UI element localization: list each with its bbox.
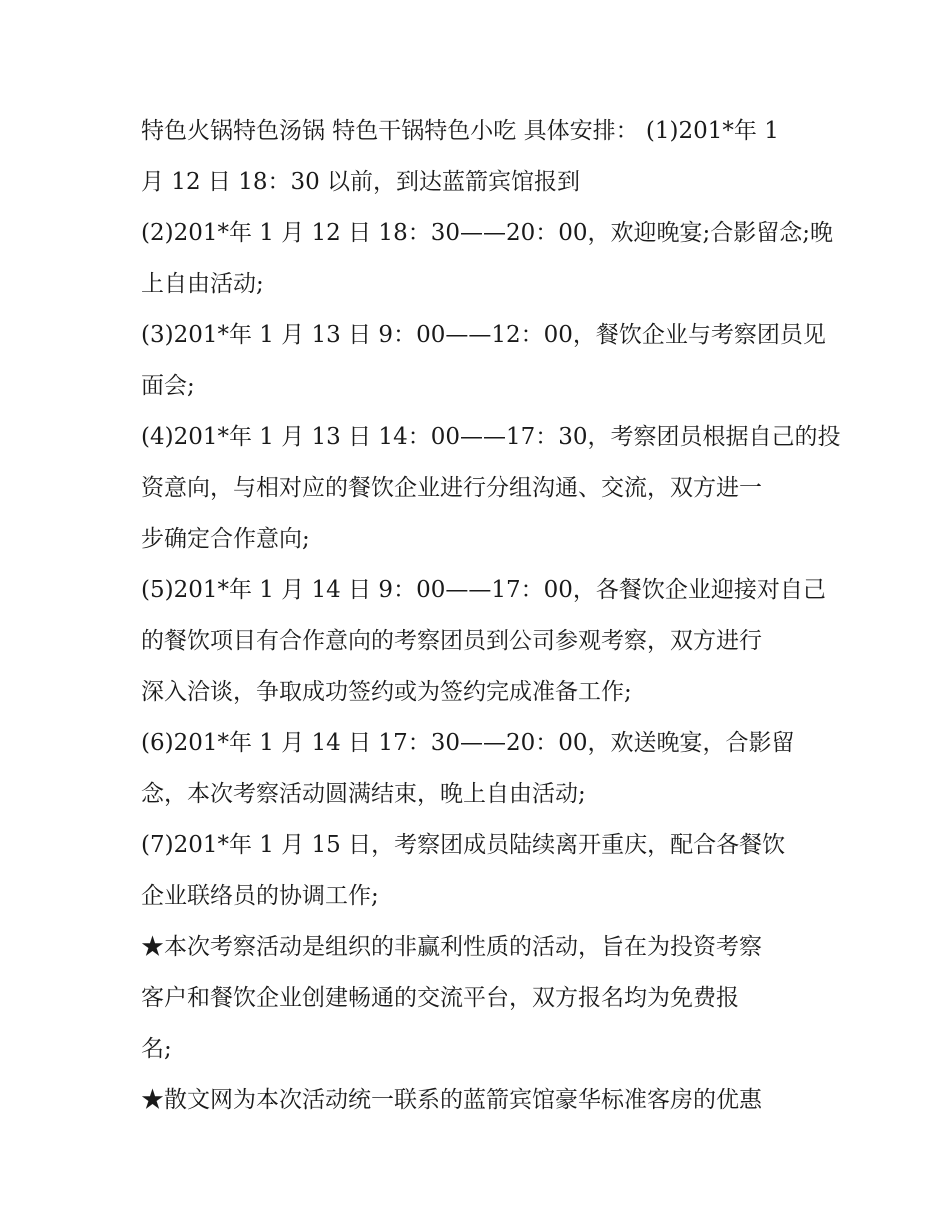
text-line: 企业联络员的协调工作;: [141, 883, 379, 909]
text-line: 特色火锅特色汤锅 特色干锅特色小吃 具体安排： (1)201*年 1: [141, 118, 779, 144]
text-line: ★本次考察活动是组织的非赢利性质的活动，旨在为投资考察: [141, 934, 762, 960]
text-line: (7)201*年 1 月 15 日，考察团成员陆续离开重庆，配合各餐饮: [141, 832, 786, 858]
text-line: (5)201*年 1 月 14 日 9：00——17：00，各餐饮企业迎接对自己: [141, 577, 826, 603]
text-line: (3)201*年 1 月 13 日 9：00——12：00，餐饮企业与考察团员见: [141, 322, 826, 348]
text-line: 念，本次考察活动圆满结束，晚上自由活动;: [141, 781, 586, 807]
text-line: 的餐饮项目有合作意向的考察团员到公司参观考察，双方进行: [141, 628, 762, 654]
text-line: 步确定合作意向;: [141, 526, 310, 552]
text-line: 客户和餐饮企业创建畅通的交流平台，双方报名均为免费报: [141, 985, 739, 1011]
text-line: 月 12 日 18：30 以前，到达蓝箭宾馆报到: [141, 169, 581, 195]
text-line: (6)201*年 1 月 14 日 17：30——20：00，欢送晚宴，合影留: [141, 730, 795, 756]
document-body: [141, 106, 841, 1126]
text-line: ★散文网为本次活动统一联系的蓝箭宾馆豪华标准客房的优惠: [141, 1087, 762, 1113]
text-line: 面会;: [141, 373, 195, 399]
text-line: 深入洽谈，争取成功签约或为签约完成准备工作;: [141, 679, 632, 705]
text-line: 名;: [141, 1036, 172, 1062]
text-line: (4)201*年 1 月 13 日 14：00——17：30，考察团员根据自己的投: [141, 424, 841, 450]
text-line: 上自由活动;: [141, 271, 264, 297]
text-line: 资意向，与相对应的餐饮企业进行分组沟通、交流，双方进一: [141, 475, 762, 501]
text-line: (2)201*年 1 月 12 日 18：30——20：00，欢迎晚宴;合影留念;晚: [141, 220, 833, 246]
